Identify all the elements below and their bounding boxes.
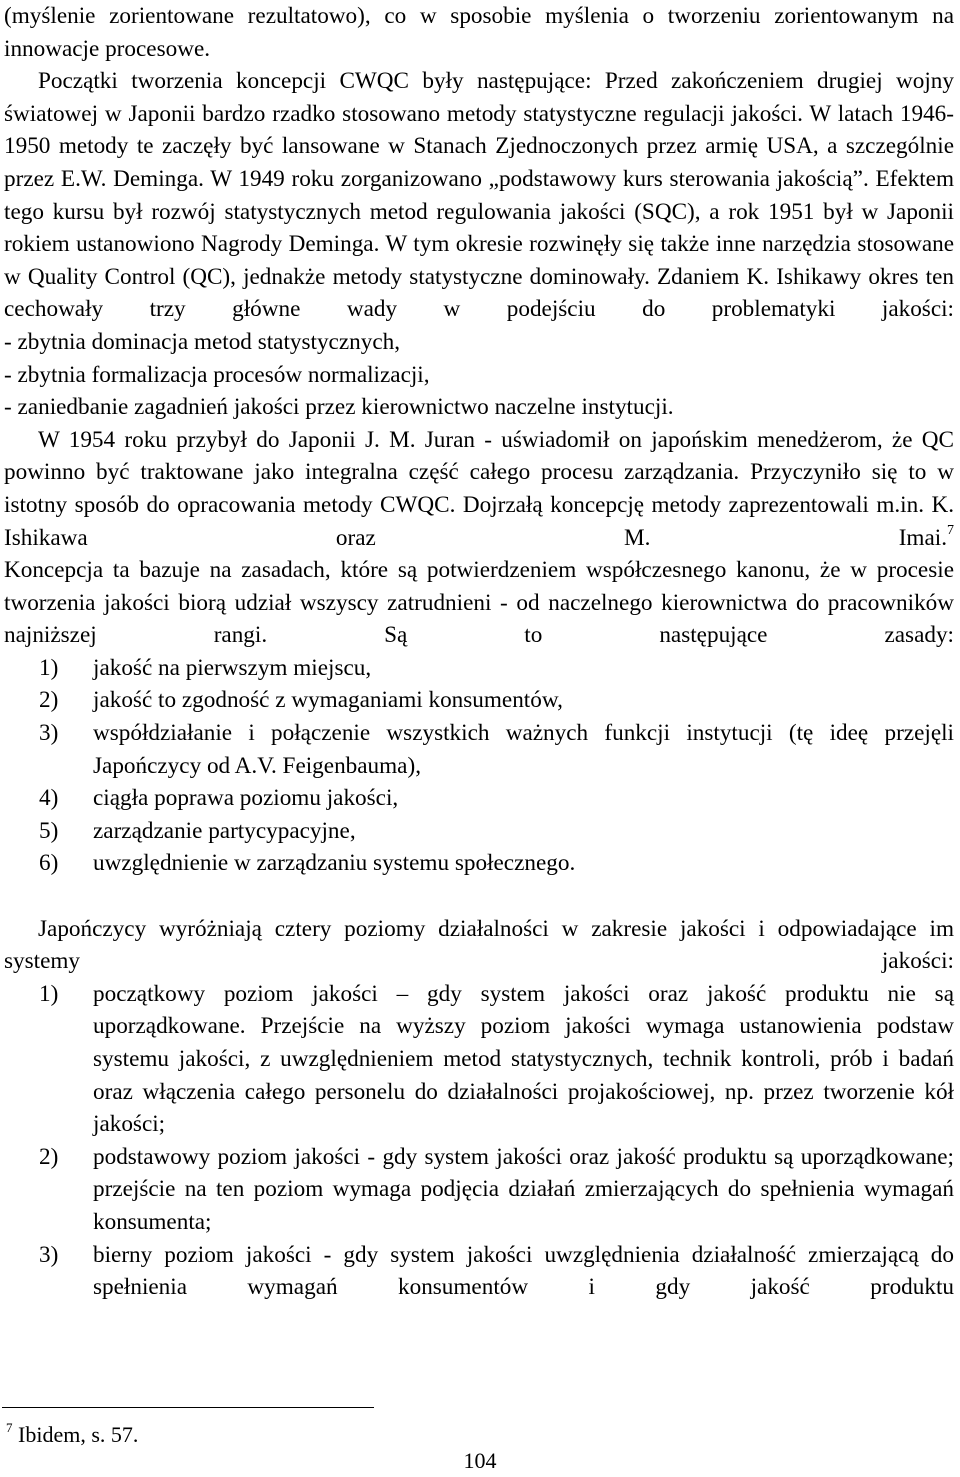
dash-item: - zaniedbanie zagadnień jakości przez kierownictwo naczelne instytucji. <box>4 394 674 421</box>
level-item <box>4 1239 954 1304</box>
principle-text: jakość to zgodność z wymaganiami konsumentów, <box>93 687 563 714</box>
footnote <box>6 1420 138 1450</box>
paragraph-quality-levels-intro: Japończycy wyróżniają cztery poziomy działalności w zakresie jakości i odpowiadające im systemy jakości: <box>4 915 954 975</box>
principle-number: 2) <box>39 687 59 714</box>
principle-number: 4) <box>39 785 59 812</box>
dash-item: - zbytnia dominacja metod statystycznych, <box>4 328 400 355</box>
principle-item <box>4 717 954 782</box>
level-item <box>4 978 954 1141</box>
footnote-text: Ibidem, s. 57. <box>18 1422 139 1447</box>
level-text: początkowy poziom jakości – gdy system jakości oraz jakość produktu nie są uporządkowane. Przejście na wyższy poziom jakości wymaga ustanowienia podstaw systemu jakości, z uwzględnieniem metod statystycznych, technik kontroli, prób i badań oraz włączenia całego personelu do działalności projakościowej, np. przez tworzenie kół jakości; <box>93 980 954 1138</box>
paragraph-intro: (myślenie zorientowane rezultatowo), co w sposobie myślenia o tworzeniu zorientowanym na innowacje procesowe. <box>4 3 954 62</box>
level-text: bierny poziom jakości - gdy system jakości uwzględnienia działalność zmierzającą do spełnienia wymagań konsumentów i gdy jakość produktu <box>93 1241 954 1301</box>
principle-text: współdziałanie i połączenie wszystkich ważnych funkcji instytucji (tę ideę przejęli Japończycy od A.V. Feigenbauma), <box>93 720 954 779</box>
paragraph-principles-intro: Koncepcja ta bazuje na zasadach, które są potwierdzeniem współczesnego kanonu, że w procesie tworzenia jakości biorą udział wszyscy zatrudnieni - od naczelnego kierownictwa do pracowników najniższej rangi. Są to następujące zasady: <box>4 557 954 649</box>
principle-text: uwzględnienie w zarządzaniu systemu społecznego. <box>93 850 576 877</box>
level-item <box>4 1141 954 1239</box>
level-text: podstawowy poziom jakości - gdy system jakości oraz jakość produktu są uporządkowane; przejście na ten poziom wymaga podjęcia działań zmierzających do spełnienia wymagań konsumenta; <box>93 1143 954 1235</box>
footnote-separator <box>2 1407 374 1408</box>
principle-number: 5) <box>39 817 59 844</box>
paragraph-cwqc-origins: Początki tworzenia koncepcji CWQC były następujące: Przed zakończeniem drugiej wojny światowej w Japonii bardzo rzadko stosowano metody statystyczne regulacji jakości. W latach 1946-1950 metody te zaczęły być lansowane w Stanach Zjednoczonych przez armię USA, a szczególnie przez E.W. Deminga. W 1949 roku zorganizowano „podstawowy kurs sterowania jakością”. Efektem tego kursu był rozwój statystycznych metod regulowania jakości (SQC), a rok 1951 był w Japonii rokiem ustanowiono Nagrody Deminga. W tym okresie rozwinęły się także inne narzędzia stosowane w Quality Control (QC), jednakże metody statystyczne dominowały. Zdaniem K. Ishikawy okres ten cechowały trzy główne wady w podejściu do problematyki jakości: <box>4 68 954 323</box>
document-page <box>4 0 954 1304</box>
dash-item: - zbytnia formalizacja procesów normalizacji, <box>4 361 430 388</box>
footnote-mark: 7 <box>6 1420 13 1435</box>
principle-item <box>4 782 954 815</box>
paragraph-juran <box>4 424 954 554</box>
principle-item <box>4 684 954 717</box>
level-number: 2) <box>39 1143 59 1170</box>
principle-item <box>4 815 954 848</box>
principle-number: 3) <box>39 720 59 747</box>
page-number: 104 <box>463 1448 497 1473</box>
principle-number: 1) <box>39 654 59 681</box>
level-number: 3) <box>39 1241 59 1268</box>
principle-text: zarządzanie partycypacyjne, <box>93 817 356 844</box>
principle-text: ciągła poprawa poziomu jakości, <box>93 785 399 812</box>
level-number: 1) <box>39 980 59 1007</box>
principle-text: jakość na pierwszym miejscu, <box>93 654 372 681</box>
paragraph-juran-text: W 1954 roku przybył do Japonii J. M. Juran - uświadomił on japońskim menedżerom, że QC powinno być traktowane jako integralna część całego procesu zarządzania. Przyczyniło się to w istotny sposób do opracowania metody CWQC. Dojrzałą koncepcję metody zaprezentowali m.in. K. Ishikawa oraz M. Imai. <box>4 426 954 551</box>
paragraph-spacer <box>4 880 954 913</box>
footnote-ref: 7 <box>947 522 954 538</box>
principle-item <box>4 847 954 880</box>
principle-item <box>4 652 954 685</box>
principle-number: 6) <box>39 850 59 877</box>
